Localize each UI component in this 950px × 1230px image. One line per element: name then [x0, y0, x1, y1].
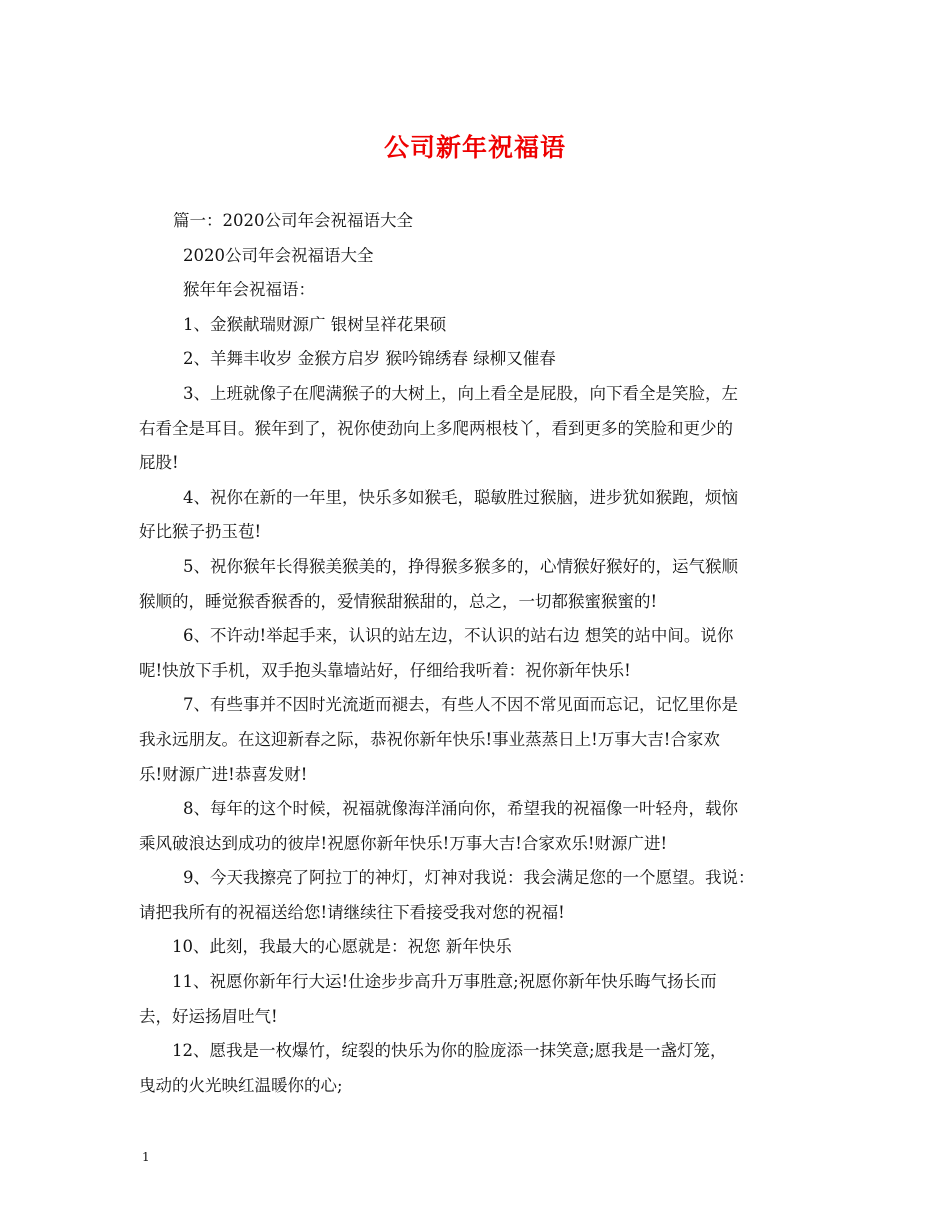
document-title: 公司新年祝福语 — [383, 133, 566, 162]
paragraph-line: 1、金猴献瑞财源广 银树呈祥花果硕 — [183, 314, 447, 334]
paragraph-line: 5、祝你猴年长得猴美猴美的，挣得猴多猴多的，心情猴好猴好的，运气猴顺 — [183, 556, 738, 576]
paragraph-line: 8、每年的这个时候，祝福就像海洋涌向你，希望我的祝福像一叶轻舟，载你 — [183, 799, 738, 819]
document-body — [139, 204, 815, 1103]
paragraph-line: 呢!快放下手机，双手抱头靠墙站好，仔细给我听着：祝你新年快乐! — [139, 660, 631, 680]
paragraph-line: 2020公司年会祝福语大全 — [183, 245, 374, 265]
paragraph-line: 乐!财源广进!恭喜发财! — [139, 764, 308, 784]
paragraph-line: 9、今天我擦亮了阿拉丁的神灯，灯神对我说：我会满足您的一个愿望。我说： — [183, 868, 755, 888]
paragraph-line: 去，好运扬眉吐气! — [139, 1006, 278, 1026]
paragraph-line: 6、不许动!举起手来，认识的站左边，不认识的站右边 想笑的站中间。说你 — [183, 626, 734, 646]
paragraph-line: 12、愿我是一枚爆竹，绽裂的快乐为你的脸庞添一抹笑意;愿我是一盏灯笼， — [172, 1041, 727, 1061]
paragraph-line: 10、此刻，我最大的心愿就是：祝您 新年快乐 — [172, 937, 512, 957]
paragraph-line: 3、上班就像子在爬满猴子的大树上，向上看全是屁股，向下看全是笑脸，左 — [183, 383, 738, 403]
paragraph-line: 乘风破浪达到成功的彼岸!祝愿你新年快乐!万事大吉!合家欢乐!财源广进! — [139, 833, 668, 853]
paragraph-line: 我永远朋友。在这迎新春之际，恭祝你新年快乐!事业蒸蒸日上!万事大吉!合家欢 — [139, 729, 720, 749]
paragraph-line: 右看全是耳目。猴年到了，祝你使劲向上多爬两根枝丫，看到更多的笑脸和更少的 — [139, 418, 733, 438]
paragraph-line: 曳动的火光映红温暖你的心; — [139, 1075, 343, 1095]
paragraph-line: 猴年年会祝福语： — [183, 280, 315, 300]
paragraph-line: 猴顺的，睡觉猴香猴香的，爱情猴甜猴甜的，总之，一切都猴蜜猴蜜的! — [139, 591, 658, 611]
paragraph-line: 好比猴子扔玉苞! — [139, 522, 262, 542]
paragraph-line: 屁股! — [139, 453, 179, 473]
paragraph-line: 7、有些事并不因时光流逝而褪去，有些人不因不常见面而忘记，记忆里你是 — [183, 695, 738, 715]
paragraph-line: 11、祝愿你新年行大运!仕途步步高升万事胜意;祝愿你新年快乐晦气扬长而 — [172, 972, 717, 992]
page-number: 1 — [142, 1150, 150, 1164]
paragraph-line: 4、祝你在新的一年里，快乐多如猴毛，聪敏胜过猴脑，进步犹如猴跑，烦恼 — [183, 487, 738, 507]
paragraph-line: 篇一：2020公司年会祝福语大全 — [173, 211, 413, 230]
paragraph-line: 请把我所有的祝福送给您!请继续往下看接受我对您的祝福! — [139, 902, 565, 922]
paragraph-line: 2、羊舞丰收岁 金猴方启岁 猴吟锦绣春 绿柳又催春 — [183, 349, 556, 369]
